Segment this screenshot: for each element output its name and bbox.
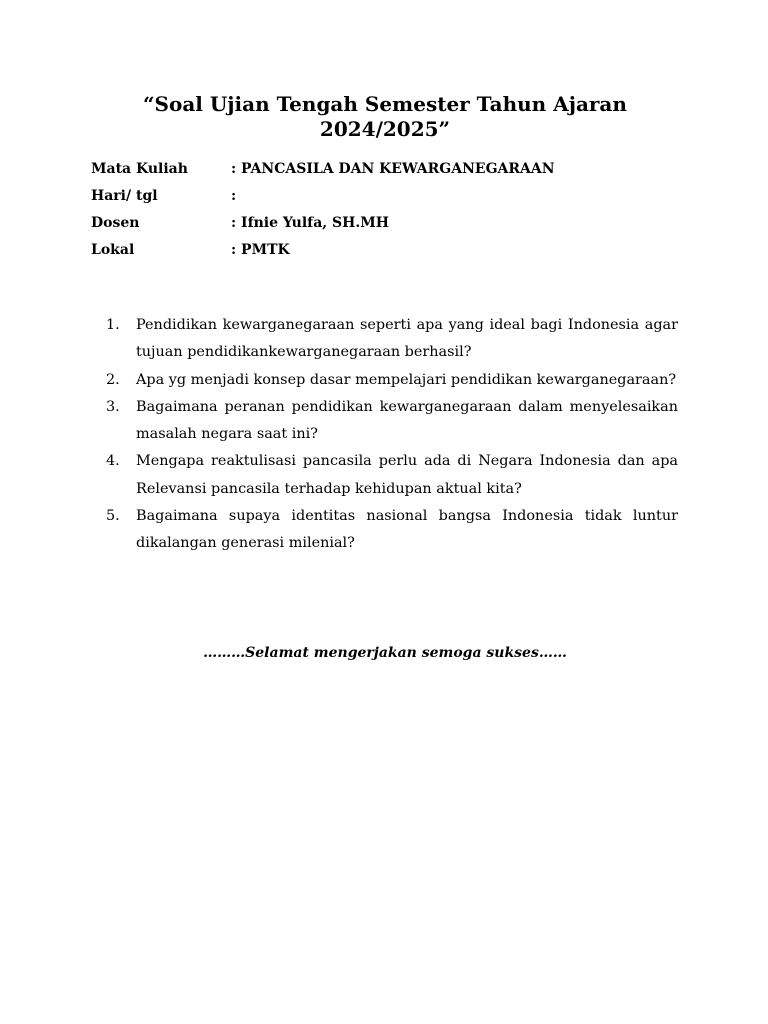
question-number: 3. [106, 398, 120, 415]
question-list [106, 312, 678, 558]
question-text: Bagaimana supaya identitas nasional bangsa Indonesia tidak luntur dikalangan generasi milenial? [136, 508, 678, 552]
question-number: 1. [106, 317, 120, 333]
info-row-course [91, 158, 691, 185]
info-label: Lokal [91, 242, 135, 258]
question-number: 2. [106, 371, 120, 388]
info-value: : Ifnie Yulfa, SH.MH [231, 215, 389, 231]
info-row-lecturer [91, 212, 691, 239]
info-value: : PANCASILA DAN KEWARGANEGARAAN [231, 161, 555, 177]
question-item-3 [106, 394, 678, 449]
info-row-class [91, 239, 691, 266]
info-value: : PMTK [231, 242, 290, 258]
question-number: 4. [106, 453, 120, 470]
info-label: Hari/ tgl [91, 188, 158, 204]
question-item-1 [106, 312, 678, 367]
question-item-2 [106, 367, 678, 394]
question-text: Bagaimana peranan pendidikan kewarganegaraan dalam menyelesaikan masalah negara saat ini? [136, 398, 678, 443]
question-item-4 [106, 448, 678, 503]
info-row-date [91, 185, 691, 212]
question-text: Mengapa reaktulisasi pancasila perlu ada di Negara Indonesia dan apa Relevansi pancasila terhadap kehidupan aktual kita? [136, 453, 678, 497]
question-number: 5. [106, 508, 120, 525]
info-label: Dosen [91, 215, 140, 231]
question-item-5 [106, 503, 678, 558]
exam-title [120, 92, 650, 142]
closing-message: ………Selamat mengerjakan semoga sukses…… [203, 645, 567, 661]
exam-info-block [91, 158, 691, 266]
info-value: : [231, 188, 237, 204]
question-text: Pendidikan kewarganegaraan seperti apa yang ideal bagi Indonesia agar tujuan pendidikankewarganegaraan berhasil? [136, 317, 678, 361]
exam-title-line-2: 2024/2025” [319, 117, 451, 141]
exam-title-line-1: “Soal Ujian Tengah Semester Tahun Ajaran [143, 92, 627, 116]
question-text: Apa yg menjadi konsep dasar mempelajari pendidikan kewarganegaraan? [136, 371, 677, 388]
info-label: Mata Kuliah [91, 161, 188, 177]
